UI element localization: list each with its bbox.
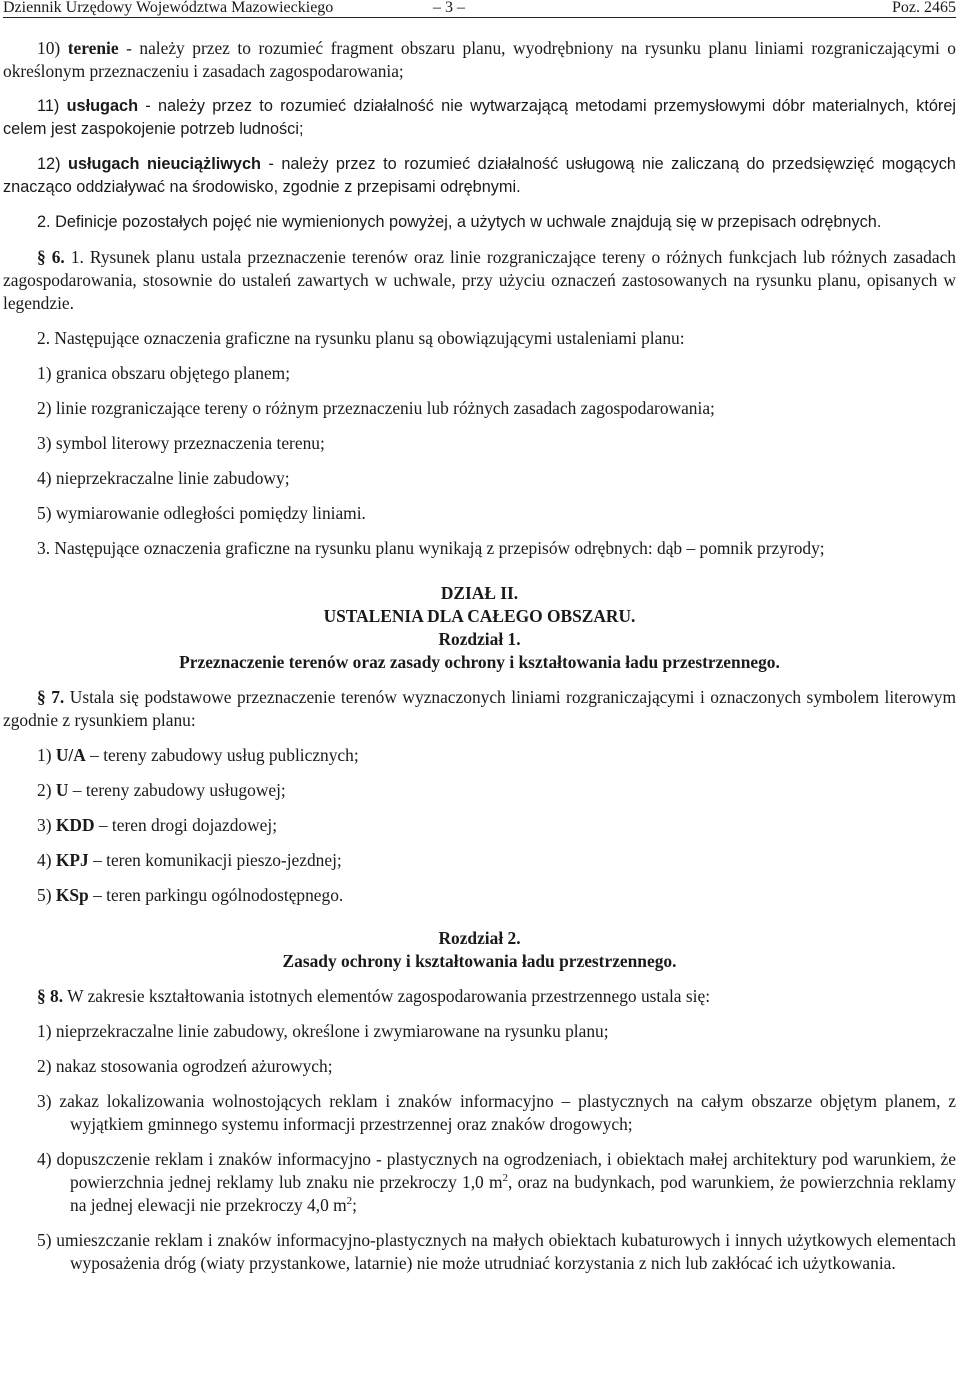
section-8-item-3: 3) zakaz lokalizowania wolnostojących reklam i znaków informacyjno – plastycznych na całym obszarze objętym planem, z wyjątkiem gminnego systemu informacji przestrzennej oraz znaków drogowych; <box>37 1091 956 1134</box>
section-7: § 7. Ustala się podstawowe przeznaczenie terenów wyznaczonych liniami rozgraniczającymi i oznaczonych symbolem literowym zgodnie z rysunkiem planu: <box>3 687 956 730</box>
journal-title: Dziennik Urzędowy Województwa Mazowieckiego <box>3 0 334 16</box>
section-6-p3: 3. Następujące oznaczenia graficzne na rysunku planu wynikają z przepisów odrębnych: dąb – pomnik przyrody; <box>37 538 825 558</box>
section-8-item-2: 2) nakaz stosowania ogrodzeń ażurowych; <box>37 1056 333 1076</box>
chapter-2-heading: Rozdział 2. Zasady ochrony i kształtowania ładu przestrzennego. <box>282 928 677 971</box>
section-8-item-4: 4) dopuszczenie reklam i znaków informacyjno - plastycznych na ogrodzeniach, i obiektach małej architektury pod warunkiem, że powierzchnia jednej reklamy lub znaku nie przekroczy 1,0 $m^2$, oraz na budynkach, pod warunkiem, że powierzchnia reklamy na jednej elewacji nie przekroczy 4,0 $m^2$; <box>37 1149 957 1215</box>
section-6-item-2: 2) linie rozgraniczające tereny o różnym przeznaczeniu lub różnych zasadach zagospodarowania; <box>37 398 715 418</box>
section-8-item-1: 1) nieprzekraczalne linie zabudowy, określone i zwymiarowane na rysunku planu; <box>37 1021 609 1041</box>
section-8: § 8. W zakresie kształtowania istotnych elementów zagospodarowania przestrzennego ustala się: <box>37 986 711 1006</box>
section-7-item-5: 5) KSp – teren parkingu ogólnodostępnego. <box>37 885 344 905</box>
section-6-p1: § 6. 1. Rysunek planu ustala przeznaczenie terenów oraz linie rozgraniczające tereny o różnych funkcjach lub różnych zasadach zagospodarowania, stosownie do ustaleń zawartych w uchwale, przy użyciu oznaczeń zastosowanych na rysunku planu, opisanych w legendzie. <box>3 247 956 313</box>
position-number: Poz. 2465 <box>892 0 956 16</box>
section-7-item-2: 2) U – tereny zabudowy usługowej; <box>37 780 286 800</box>
section-8-item-5: 5) umieszczanie reklam i znaków informacyjno-plastycznych na małych obiektach kubaturowych i innych użytkowych elementach wyposażenia dróg (wiaty przystankowe, latarnie) nie może utrudniać korzystania z nich lub zakłócać ich użytkowania. <box>37 1230 956 1273</box>
definition-12: 12) usługach nieuciążliwych - należy przez to rozumieć działalność usługową nie zaliczaną do przedsięwzięć mogących znacząco oddziaływać na środowisko, zgodnie z przepisami odrębnymi. <box>3 155 956 196</box>
section-6-item-1: 1) granica obszaru objętego planem; <box>37 363 291 383</box>
section-7-item-4: 4) KPJ – teren komunikacji pieszo-jezdnej; <box>37 850 342 870</box>
page-header <box>3 0 956 18</box>
section-7-item-3: 3) KDD – teren drogi dojazdowej; <box>37 815 278 835</box>
section-6-item-4: 4) nieprzekraczalne linie zabudowy; <box>37 468 290 488</box>
definition-10: 10) terenie - należy przez to rozumieć fragment obszaru planu, wyodrębniony na rysunku planu liniami rozgraniczającymi o określonym przeznaczeniu i zasadach zagospodarowania; <box>3 38 956 81</box>
section-7-item-1: 1) U/A – tereny zabudowy usług publicznych; <box>37 745 359 765</box>
page-number: – 3 – <box>433 0 465 16</box>
section-6-item-5: 5) wymiarowanie odległości pomiędzy liniami. <box>37 503 366 523</box>
section-6-item-3: 3) symbol literowy przeznaczenia terenu; <box>37 433 325 453</box>
section-6-p2: 2. Następujące oznaczenia graficzne na rysunku planu są obowiązującymi ustaleniami planu: <box>37 328 685 348</box>
division-heading: DZIAŁ II. USTALENIA DLA CAŁEGO OBSZARU. Rozdział 1. Przeznaczenie terenów oraz zasady ochrony i kształtowania ładu przestrzennego. <box>179 583 780 672</box>
definition-11: 11) usługach - należy przez to rozumieć działalność nie wytwarzającą metodami przemysłowymi dóbr materialnych, której celem jest zaspokojenie potrzeb ludności; <box>3 97 956 138</box>
paragraph-2-definitions: 2. Definicje pozostałych pojęć nie wymienionych powyżej, a użytych w uchwale znajdują się w przepisach odrębnych. <box>37 213 882 231</box>
